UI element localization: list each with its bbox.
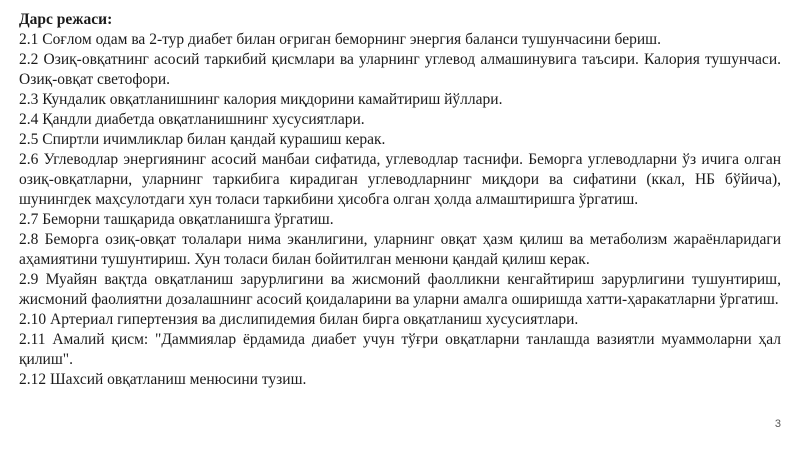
plan-item-2-11: 2.11 Амалий қисм: "Даммиялар ёрдамида диабет учун тўғри овқатларни танлашда вазиятли муаммоларни ҳал қилиш". [19, 331, 781, 368]
plan-item-2-5: 2.5 Спиртли ичимликлар билан қандай курашиш керак. [19, 131, 386, 148]
plan-item-2-1: 2.1 Соғлом одам ва 2-тур диабет билан оғриган беморнинг энергия баланси тушунчасини бериш. [19, 31, 661, 48]
plan-item-2-7: 2.7 Беморни ташқарида овқатланишга ўргатиш. [19, 211, 334, 228]
plan-item-2-10: 2.10 Артериал гипертензия ва дислипидемия билан бирга овқатланиш хусусиятлари. [19, 311, 579, 328]
plan-item-2-6: 2.6 Углеводлар энергиянинг асосий манбаи сифатида, углеводлар таснифи. Беморга углеводларни ўз ичига олган озиқ-овқатларни, уларнинг таркибига кирадиган углеводларнинг миқдори ва сифатини (ккал, НБ бўйича), шунингдек маҳсулотдаги хун толаси таркибини ҳисобга олган ҳолда алмаштиришга ўргатиш. [19, 151, 781, 208]
page-number: 3 [774, 418, 781, 430]
lesson-plan-heading: Дарс режаси: [19, 11, 113, 28]
plan-item-2-2: 2.2 Озиқ-овқатнинг асосий таркибий қисмлари ва уларнинг углевод алмашинувига таъсири. Калория тушунчаси. Озиқ-овқат светофори. [19, 51, 781, 88]
plan-item-2-9: 2.9 Муайян вақтда овқатланиш зарурлигини ва жисмоний фаолликни кенгайтириш зарурлигини тушунтириш, жисмоний фаолиятни дозалашнинг асосий қоидаларини ва уларни амалга оширишда хатти-ҳаракатларни ўргатиш. [19, 271, 781, 308]
slide-content [19, 10, 781, 435]
plan-item-2-4: 2.4 Қандли диабетда овқатланишнинг хусусиятлари. [19, 111, 365, 128]
plan-item-2-8: 2.8 Беморга озиқ-овқат толалари нима эканлигини, уларнинг овқат ҳазм қилиш ва метаболизм жараёнларидаги аҳамиятини тушунтириш. Хун толаси билан бойитилган менюни қандай қилиш керак. [19, 231, 781, 268]
plan-item-2-3: 2.3 Кундалик овқатланишнинг калория миқдорини камайтириш йўллари. [19, 91, 503, 108]
plan-item-2-12: 2.12 Шахсий овқатланиш менюсини тузиш. [19, 371, 307, 388]
